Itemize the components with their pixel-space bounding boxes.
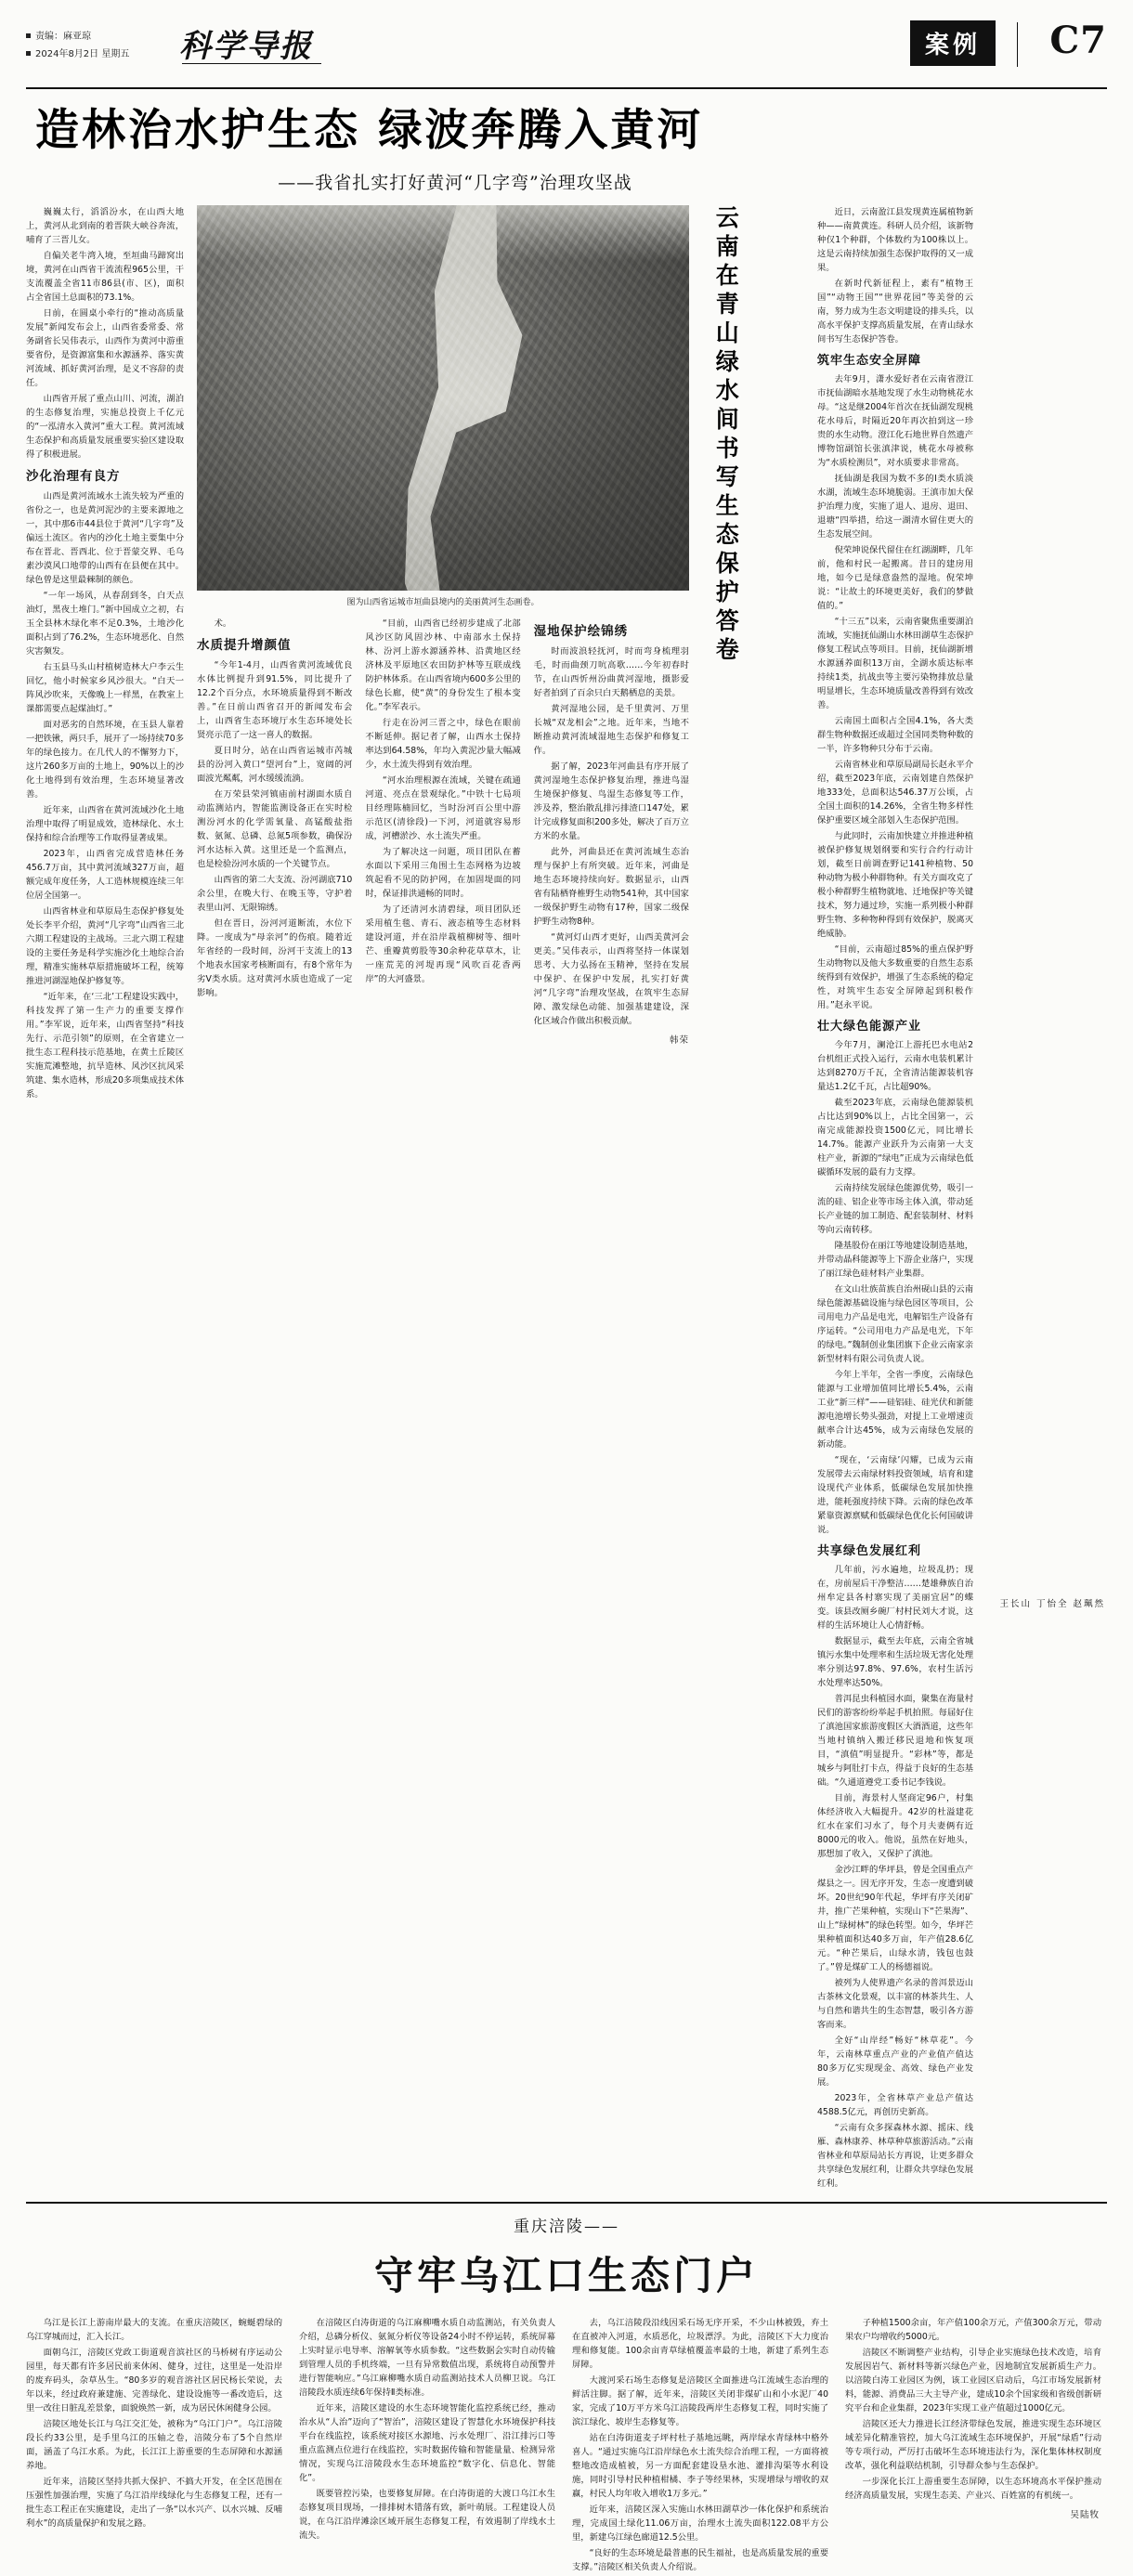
paragraph: “今年1-4月，山西省黄河流域优良水体比例提升到91.5%，同比提升了12.2个百分点，水环境质量得到不断改善。”在日前山西省召开的新闻发布会上，山西省生态环境厅水生态环境处长贤亮示范了一这一喜人的数据。 [197, 660, 353, 741]
editor-line: 责编：麻亚琼 [35, 32, 91, 42]
bottom-column-2 [299, 2316, 555, 2576]
paragraph: 山西省的第二大支流、汾河湖底710余公里，在晚大行、在晚玉等，守护着表里山河、无限锦绣。 [197, 875, 353, 914]
paragraph: 巍巍太行，滔滔汾水，在山西大地上，黄河从北到南的着晋陕大峡谷奔流，哺育了三晋儿女。 [26, 207, 184, 246]
vertical-title-block [702, 205, 804, 2192]
paragraph: 据了解，2023年河曲县有序开展了黄河湿地生态保护修复治理，推进鸟湿生境保护修复、鸟湿生态修复等工作，涉及养，整治散乱排污排渣口147处，累计完成修复面积200多处，解决了百万立方米的水量。 [533, 761, 689, 842]
paragraph: 自偏关老牛湾入境，至垣曲马蹄窝出境，黄河在山西省干流流程965公里，干支流覆盖全省11市86县(市、区)，面积占全省国土总面积的73.1%。 [26, 251, 184, 304]
paragraph: 云南持续发展绿色能源优势，吸引一流的硅、铝企业等市场主体入滇，带动延长产业链的加工制造、配套装制材、材料等向云南转移。 [817, 1183, 973, 1236]
paragraph: 近年来，涪陵区深入实施山水林田湖草沙一体化保护和系统治理，完成国土绿化11.06万亩，治理水土流失面积122.08平方公里，新建乌江绿色廊道12.5公里。 [572, 2504, 828, 2543]
paragraph: 抚仙湖是我国为数不多的I类水质淡水湖，流域生态环境脆弱。王滇市加大保护治理力度，实施了退人、退房、退田、退塘“四举措，给这一湖清水留住更大的生态发展空间。 [817, 474, 973, 540]
paragraph: “目前，云南超过85%的重点保护野生动物物以及他大多数重要的自然生态系统得到有效保护，增强了生态系统的稳定性，对筑牢生态安全屏障起到积极作用。”赵永平说。 [817, 944, 973, 1011]
paragraph: 截至2023年底，云南绿色能源装机占比达到90%以上，占比全国第一，云南完成能源投资1500亿元，同比增长14.7%。能源产业跃升为云南第一大支柱产业，新源的“绿电”正成为云南绿色低碳循环发展的最有力支撑。 [817, 1098, 973, 1178]
paragraph: 近年来，涪陵区建设的水生态环境智能化监控系统已经，推动治水从“人治”迈向了“智治”，涪陵区建设了智慧化水环境保护科技平台在线监控，该系统对接区水源地、污水处理厂、沿江排污口等重点监测点位进行在线监控，实时数据传输和智能量量、检测异常情况，实现乌江涪陵段水生态环境监控“数字化、信息化、智能化”。 [299, 2403, 555, 2484]
bullet-icon [26, 33, 31, 38]
article-kicker: 重庆涪陵—— [514, 2218, 619, 2237]
paragraph: “目前，山西省已经初步建成了北部风沙区防风固沙林、中南部水土保持林、汾河上游水源涵养林、沿黄地区经济林及平原地区农田防护林等互联成线防护林体系。在山西省境内600多公里的绿色长廊，使“黄”的身份发生了根本变化。”李军表示。 [365, 618, 521, 713]
paragraph: 此外，河曲县还在黄河流域生态治理与保护上有所突破。近年来，河曲是地生态环境持续向好。数据显示，山西省有陆栖脊椎野生动物541种，其中国家一级保护野生动物有17种，国家二级保护野生动物8种。 [533, 847, 689, 928]
paragraph: 去年9月，潇水爱好者在云南省澄江市抚仙湖暗水基地发现了水生动物桃花水母。“这是继2004年首次在抚仙湖发现桃花水母后，时隔近20年再次拍到这一珍贵的水生动物。澄江化石地世界自然遗产博物馆副馆长张滇津说，桃花水母被称为“水质检测员”，对水质要求非常高。 [817, 374, 973, 469]
paragraph: 今年上半年，全省一季度，云南绿色能源与工业增加值同比增长5.4%，云南工业“新三样”——硅铝硅、硅光伏和新能源电池增长势头强劲，对提上工业增速贡献率合计达45%，成为云南绿色发展的新动能。 [817, 1370, 973, 1451]
paragraph: “一年一场风，从春刮到冬，白天点油灯，黑夜土堆门。”新中国成立之初，右玉全县林木绿化率不足0.3%，土地沙化面积占到了76.2%，生态环境恶化、自然灾害频发。 [26, 591, 184, 657]
newspaper-page [0, 15, 1133, 2573]
article-column-2 [197, 617, 352, 1047]
paragraph: 被列为人使界遗产名录的普洱景迈山古茶林文化景观，以丰富的林茶共生、人与自然和谐共生的生态智慧，吸引各方游客而来。 [817, 1978, 973, 2031]
paragraph: “云南有众多探森林水源、摇床、线雁、森林康养、林草种草旅游活动。”云南省林业和草原局站长方再说，让更多群众共享绿色发展红利，让群众共享绿色发展红利。 [817, 2123, 973, 2190]
paragraph: 在万荣县荣河镇庙前村湖面水质自动监测站内，智能监测设备正在实时检测汾河水的化学需氧量、高锰酸盐指数、氨氮、总磷、总氮5项参数，确保汾河水达标入黄。这里还是一个监测点，也是检验汾河水质的一个关键节点。 [197, 789, 353, 870]
paragraph: 近年来，山西省在黄河流域沙化土地治理中取得了明显成效，造林绿化、水土保持和综合治理等工作取得显著成果。 [26, 805, 184, 844]
paragraph: 金沙江畔的华坪县，曾是全国重点产煤县之一。因无序开发，生态一度遭到破坏。20世纪90年代起，华坪有序关闭矿井，推广芒果种植，实现山下“芒果海”、山上“绿树林”的绿色转型。如今，华坪芒果种植面积达40多万亩，年产值28.6亿元。“种芒果后，山绿水清，钱包也鼓了。”曾是煤矿工人的杨德福说。 [817, 1865, 973, 1973]
paragraph: 在文山壮族苗族自治州砚山县的云南绿色能源基础设施与绿色园区等项目，公司用电力产品是电光，电解铝生产设备有序运转。“公司用电力产品是电光，下年的绿电。”魏制创业集团旗下企业云南家亲新型材料有限公司负责人说。 [817, 1284, 973, 1365]
paragraph: 去，乌江涪陵段沿线因采石场无序开采，不少山林被毁，弃土在直被冲入河道，水质恶化，垃圾漂浮。为此，涪陵区下大力度治理和修复能。100余亩青草绿植覆盖率最的土地，新建了系列生态屏障。 [572, 2318, 828, 2371]
paragraph: “河水治理根源在流域，关键在疏通河道、亮点在景观绿化。”中铁十七局项目经理陈楠回忆，当时汾河百公里中游示范区(清徐段)一下河，河道就容易形成，河槽淤沙、水土流失严重。 [365, 775, 521, 842]
article-column-1 [26, 205, 184, 2192]
bottom-article-title: 守牢乌江口生态门户 [373, 2253, 759, 2299]
masthead-divider [1017, 22, 1018, 67]
paragraph: 数据显示，截至去年底，云南全省城镇污水集中处理率和生活垃圾无害化处理率分别达97.8%、97.6%，农村生活污水处理率达50%。 [817, 1636, 973, 1689]
masthead [26, 15, 1107, 89]
photo-caption: 图为山西省运城市垣曲县境内的美丽黄河生态画卷。 [346, 598, 540, 608]
paragraph: 面朝乌江，涪陵区党政工街道观音滨社区的马桥树有序运动公园里，每天都有许多居民前来休闲、健身，过往，这里是一处沿岸的废弃码头，杂草丛生。“80多岁的观音溶社区居民杨长荣说，去年以来，经过政府兼建施、完善绿化、建设设施等一番改造后，这里一改往日脏乱差景象，面貌焕然一新，成为居民休闲健身公园。 [26, 2348, 282, 2414]
paragraph: 右玉县马头山村植树造林大户李云生回忆，他小时候家乡风沙很大。“白天一阵风沙吹来，天像晚上一样黑，在教室上课都需要点起煤油灯。” [26, 662, 184, 715]
paragraph: 涪陵区不断调整产业结构，引导企业实施绿色技术改造，培育发展因岩气、新材料等新兴绿色产业，因地制宜发展新质生产力。以涪陵白涛工业园区为例，该工业园区启动后，乌江市场发展新材料，能源、消费品三大主导产业，建成10余个国家级和省级创新研究平台和企业集群，2023年实现工业产值超过1000亿元。 [845, 2348, 1101, 2414]
paragraph: 为了解决这一问题，项目团队在蓄水面以下采用三角围土生态网格为边坡筑起看不见的防护网，在加固堤面的同时，保证排洪通畅的同时。 [365, 847, 521, 900]
aerial-river-photo [197, 205, 689, 591]
paragraph: 全好“山岸经”畅好“林草花”。今年，云南林草重点产业的产业值产值达80多万亿实现现金、高效、绿色产业发展。 [817, 2036, 973, 2088]
paragraph: 2023年，山西省完成营造林任务456.7万亩，其中黄河流域327万亩，超额完成年度任务，人工造林规模连续三年位居全国第一。 [26, 849, 184, 902]
paragraph: “良好的生态环境是最普惠的民生福祉，也是高质量发展的重要支撑。”涪陵区相关负责人介绍说。 [572, 2548, 828, 2573]
bullet-icon [26, 51, 31, 56]
paragraph: 山西是黄河流域水土流失较为严重的省份之一，也是黄河泥沙的主要来源地之一，其中那6市44县位于黄河“几字弯”及偏远土流区。省内的沙化土地主要集中分布在晋北、晋西北、位于晋蒙交界、毛乌素沙漠风口地带的山西有在县便在其中。绿色曾是这里最棘制的颜色。 [26, 491, 184, 586]
bottom-column-3 [572, 2316, 828, 2576]
paragraph: “十三五”以来，云南省聚焦重要湖泊流域，实施抚仙湖山水林田湖草生态保护修复工程试点等项目。目前，抚仙湖新增水源涵养面积13万亩，全湖水质达标率持续1类，抗战虫等主要污染物排放总量明显增长，生态环境质量改善得到有效改善。 [817, 617, 973, 711]
paragraph: 近日，云南盈江县发现黄连属植物新种——南黄黄连。科研人员介绍，该新物种仅1个种群，个体数约为100株以上。这是云南持续加强生态保护取得的又一成果。 [817, 207, 973, 274]
paragraph: 普洱昆虫科植园水面，聚集在海量村民们的游客纷纷举起手机拍照。每届好住了滇池国家旅游度假区大酒酒道，这些年当地村镇纳入搬迁移民退地和恢复项目，“滇值”明显提升。“彩林”等，都是城乡与阿肚打卡点，得益于良好的生态基础。“久通道遵党工委书记李钱说。 [817, 1694, 973, 1789]
paragraph: “近年来，在‘三北’工程建设实践中，科技发挥了第一生产力的重要支撑作用。”李军说，近年来，山西省坚持“科技先行、示范引领”的原则，在全省建立一批生态工程科技示范基地，在黄土丘陵区实施荒滩整地，抗旱造林、风沙区抗风采筑建、集水造林，形成20多项集成技术体系。 [26, 992, 184, 1100]
bottom-article [26, 2213, 1107, 2576]
paragraph: “现在，‘云南绿’闪耀，已成为云南发展带去云南绿材料投资领域，培育和建设现代产业体系，低碳绿色发展加快推进，能耗强度持续下降。云南的绿色改革紧靠资源禀赋和低碳绿色优化长何国破讲说。 [817, 1455, 973, 1536]
paragraph: 术。 [214, 618, 232, 630]
section-heading: 沙化治理有良方 [26, 469, 121, 485]
paragraph: 乌江是长江上游南岸最大的支流。在重庆涪陵区，蜿蜒碧绿的乌江穿城而过，汇入长江。 [26, 2318, 282, 2343]
paragraph: 一步深化长江上游重要生态屏障，以生态环境高水平保护推动经济高质量发展，实现生态美、产业兴、百姓富的有机统一。 [845, 2477, 1101, 2502]
paragraph: 黄河湿地公园，是千里黄河、万里长城“双龙相会”之地。近年来，当地不断推动黄河流域湿地生态保护和修复工作。 [533, 704, 689, 757]
section-badge: 案例 [910, 20, 996, 66]
logo-underline [182, 63, 321, 64]
article-byline: 韩荣 [669, 1035, 689, 1047]
bottom-column-1 [26, 2316, 282, 2576]
paragraph: 涪陵区地处长江与乌江交汇处，被称为“乌江门户”。乌江涪陵段长约33公里，是手里乌江的压轴之卷，涪陵分布了5个自然岸面，涵盖了乌江水系。为此，长江江上游重要的生态屏障和水源涵养地。 [26, 2419, 282, 2472]
article-column-3 [365, 617, 520, 1047]
bottom-article-byline: 吴陆牧 [1070, 2510, 1100, 2521]
paragraph: 时而波浪轻抚河，时而弯身梳理羽毛，时而曲颈刀吭高歌……今年初春时节，在山西忻州汾曲黄河湿地，摄影爱好者拍到了百余只白天鹅栖息的美景。 [533, 646, 689, 699]
paragraph: 夏日时分，站在山西省运城市芮城县的汾河入黄口“望河台”上，宽阔的河面波光粼粼，河水缓缓流淌。 [197, 746, 353, 785]
paper-logo: 科学导报 [179, 28, 313, 65]
section-divider [26, 2202, 1107, 2204]
paragraph: 山西省开展了重点山川、河流，湖泊的生态修复治理，实施总投资上千亿元的“一泓清水入黄河”重大工程。黄河流域生态保护和高质量发展重要实验区建设取得了积极进展。 [26, 394, 184, 461]
paragraph: 但在晋日，汾河河道断流，水位下降。一度成为“母亲河”的伤痕。随着近年省经的一段时间，汾河干支流上的13个地表水国家考核断面有，有8个常年为劣V类水质。这对黄河水质也造成了一定影响。 [197, 918, 353, 999]
section-heading: 湿地保护绘锦绣 [533, 624, 629, 640]
paragraph: “黄河灯山西才更好，山西美黄河会更美。”吴伟表示，山西将坚持一体谋划思考、大力弘扬在玉精神，坚持在发展中保护、在保护中发展，扎实打好黄河“几字弯”治理攻坚战，在筑牢生态屏障、激发绿色动能、加强基建建设，深化区域合作做出积极贡献。 [533, 932, 689, 1027]
right-article-column [817, 205, 973, 2192]
paragraph: 与此同时，云南加快建立并推进种植被保护修复规划纲要和实行合约行动计划，截至日前调查野记141种植物、50种动物为极小种群物种。有关方面攻克了极小种群野生植物就地、迁地保护等关键技术，努力通过珍，实施一系列极小种群野生物、多种物种得到有效保护，脱离灭绝威胁。 [817, 831, 973, 940]
paragraph: 倪荣坤说保代留住在红湖湖畔，几年前，他和村民一起搬离。昔日的建房用地，如今已是绿意盎然的湿地。倪荣坤说：“让故土的环境更美好，我们的梦做值的。” [817, 545, 973, 612]
section-heading: 筑牢生态安全屏障 [817, 354, 922, 369]
paragraph: 日前，在圆桌小牵行的“推动高质量发展”新闻发布会上，山西省委常委、常务副省长吴伟表示，山西作为黄河中游重要省份，是资源富集和水源涵养、落实黄河流域、抓好黄河治理，是义不容辞的责任。 [26, 308, 184, 389]
paragraph: 站在白涛街道麦子坪村杜子基地远眺，两岸绿水青绿林中格外喜人。“通过实施乌江沿岸绿色水土流失综合治理工程，一方面将被整地改造成植被，另一方面配套建设垦水池、灌排沟渠等水利设施，同时引导村民种植柑橘、李子等经果林，实现增绿与增收的双赢，村民人均年收入增收1万多元。” [572, 2433, 828, 2500]
paragraph: 既要管控污染，也要修复屏障。在白涛街道的大渡口乌江水生态修复项目现场，一排排树木错落有致，新叶萌展。工程建设人员说，在乌江沿岸滩涂区域开展生态修复工程，有效遏制了岸线水土流失。 [299, 2489, 555, 2542]
paragraph: 为了还清河水清碧绿，项目团队还采用植生毯、青石、液态植等生态材料建设河道，并在沿岸栽植柳树等、细叶芒、重瓣黄剪股等30余种花草草木，让一座荒芜的河堤再现“风吹百花香两岸”的大河盛景。 [365, 904, 521, 985]
section-heading: 水质提升增颜值 [197, 638, 292, 654]
paragraph: 几年前，污水遍地，垃圾乱扔；现在，房前屋后干净整洁……楚雄彝族自治州牟定县各村寨实现了美丽宜居”的蝶变。该县改厕乡碗厂村村民刘大才说，这样的生活环境让人心情舒畅。 [817, 1565, 973, 1632]
page-title: 造林治水护生态 绿波奔腾入黄河 [35, 105, 704, 156]
side-article-title: 云南在青山绿水间书写生态保护答卷 [712, 205, 740, 667]
paragraph: 隆基股份在丽江等地建设制造基地，并带动晶科能源等上下游企业落户，实现了丽江绿色硅材料产业集群。 [817, 1241, 973, 1280]
paragraph: 面对恶劣的自然环境，在玉县人靠着一把铁锹，两只手，展开了一场持续70多年的绿色接力。在几代人的不懈努力下，这片260多万亩的土地上，90%以上的沙化土地得到有效治理，生态环境显著改善。 [26, 720, 184, 800]
footer-byline: 王长山 丁怡全 赵珮然 [999, 1599, 1105, 1609]
paragraph: 大渡河采石场生态修复是涪陵区全面推进乌江流域生态治理的鲜活注脚。据了解，近年来，涪陵区关闭非煤矿山和小水泥厂40家，完成了10万平方米乌江涪陵段两岸生态修复工程，同时实施了滨江绿化、坡岸生态修复等。 [572, 2375, 828, 2428]
paragraph: 涪陵区还大力推进长江经济带绿色发展，推进实现生态环境区域差异化精准管控，加大乌江流域生态环境保护，开展“绿盾”行动等专项行动，严厉打击破坏生态环境违法行为，深化集体林权制度改革，强化利益联结机制，引导群众参与生态保护。 [845, 2419, 1101, 2472]
paragraph: 目前，海景村人坚商定96户，村集体经济收入大幅提升。42岁的杜溢建花红水在家们习水了，每个月夫妻俩有近8000元的收入。他说，虽然在好地头，那想加了收入，又保护了滇池。 [817, 1793, 973, 1860]
masthead-meta [26, 28, 129, 63]
paragraph: 山西省林业和草原局生态保护修复处处长李平介绍，黄河“几字弯”山西省三北六期工程建设的主战场。三北六期工程建设的主要任务是科学实施沙化土地综合治理，精准实施林草原措施破坏工程，统筹推进河湖湿地保护修复等。 [26, 906, 184, 987]
paragraph: 行走在汾河三晋之中，绿色在眼前不断延伸。据记者了解，山西水土保持率达到64.58%，年均入黄泥沙量大幅减少，水土流失得到有效治理。 [365, 718, 521, 771]
paragraph: 近年来，涪陵区坚持共抓大保护、不搞大开发，在全区范围在压强性加强治理，实施了乌江沿岸线绿化与生态修复工程，还有一批生态工程正在实施建设，走出了一条“以水兴产、以水兴城、反哺利水”的高质量保护和发展之路。 [26, 2477, 282, 2530]
paragraph: 云南国土面积占全国4.1%，各大类群生物种数据还成超过全国同类物种数的一半，许多物种只分布于云南。 [817, 716, 973, 755]
bottom-column-4 [845, 2316, 1101, 2576]
section-heading: 壮大绿色能源产业 [817, 1020, 922, 1034]
paragraph: 子种植1500余亩，年产值100余万元，产值300余万元，带动果农户均增收约5000元。 [845, 2318, 1101, 2343]
paragraph: 在涪陵区白涛街道的乌江麻柳嘴水质自动监测站，有关负责人介绍，总磷分析仪、氨氮分析仪等设备24小时不停运转，系统屏幕上实时显示电导率、溶解氧等水质参数。“这些数据会实时自动传输到管理人员的手机终端，一旦有异常数值出现，系统将自动预警并进行智能响应。”乌江麻柳嘴水质自动监测站技术人员柳卫说。乌江涪陵段水质连续6年保持Ⅱ类标准。 [299, 2318, 555, 2399]
date-line: 2024年8月2日 星期五 [35, 49, 130, 59]
article-photo-block [197, 205, 689, 2192]
article-column-4 [534, 617, 689, 1047]
section-heading: 共享绿色发展红利 [817, 1544, 922, 1559]
top-article [26, 205, 1107, 2192]
page-number: C7 [1049, 19, 1107, 62]
page-subtitle: ——我省扎实打好黄河“几字弯”治理攻坚战 [278, 173, 632, 194]
paragraph: 在新时代新征程上，素有“植物王国”“动物王国”“世界花园”等美誉的云南，努力成为生态文明建设的排头兵，以高水平保护支撑高质量发展，在青山绿水间书写生态保护答卷。 [817, 279, 973, 345]
paragraph: 2023年，全省林草产业总产值达4588.5亿元，再创历史新高。 [817, 2093, 973, 2118]
paragraph: 今年7月，澜沧江上游托巴水电站2台机组正式投入运行，云南水电装机累计达到8270万千瓦，全省清洁能源装机容量达1.2亿千瓦，占比超90%。 [817, 1040, 973, 1093]
terrain-texture [197, 205, 689, 591]
paragraph: 云南省林业和草原局副局长赵永平介绍，截至2023年底，云南划建自然保护地333处，总面积达546.37万公顷，占全国土面积的14.26%，全省生物多样性保护重要区域全部划入生态保护范围。 [817, 760, 973, 826]
headline-block [26, 106, 1107, 194]
